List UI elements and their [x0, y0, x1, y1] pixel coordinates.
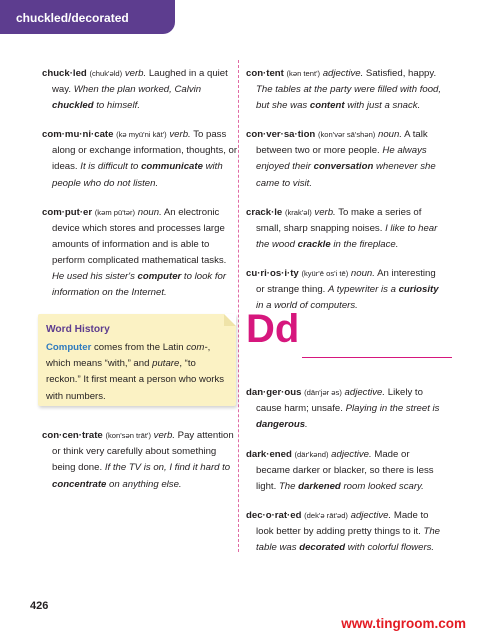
headword: dec·o·rat·ed — [246, 509, 302, 521]
part-of-speech: noun. — [137, 206, 162, 218]
definition: Made to look better by adding pretty things to it. — [256, 509, 429, 537]
guide-words: chuckled/decorated — [16, 11, 129, 25]
example-sentence: He used his sister's computer to look for information on the Internet. — [52, 271, 227, 299]
word-history-text: Computer comes from the Latin com-, which means “with,” and putare, “to reckon.” It first meant a person who works with numbers. — [46, 342, 225, 402]
pronunciation: (kə myü'ni kāt') — [116, 130, 167, 140]
part-of-speech: verb. — [314, 206, 336, 218]
part-of-speech: adjective. — [331, 448, 372, 460]
entry-concentrate — [42, 428, 240, 492]
example-sentence: Playing in the street is dangerous. — [256, 403, 440, 431]
entry-decorated — [246, 508, 446, 556]
highlighted-word: Computer — [46, 342, 92, 354]
example-sentence: When the plan worked, Calvin chuckled to himself. — [52, 84, 202, 112]
part-of-speech: verb. — [124, 68, 147, 79]
example-sentence: The darkened room looked scary. — [278, 480, 424, 492]
letter-section-header — [246, 307, 446, 371]
page-number: 426 — [30, 600, 49, 612]
example-sentence: I like to hear the wood crackle in the fireplace. — [256, 222, 438, 250]
word-history-note — [38, 314, 236, 406]
entry-crackle — [246, 205, 446, 253]
definition: Satisfied, happy. — [365, 68, 437, 79]
definition: Pay attention or think very carefully about something being done. — [52, 430, 234, 474]
headword: cu·ri·os·i·ty — [246, 267, 299, 279]
word-history-title: Word History — [46, 324, 110, 336]
pronunciation: (kən tent') — [286, 69, 321, 78]
pronunciation: (chuk'əld) — [89, 69, 123, 78]
entry-content — [246, 66, 446, 114]
part-of-speech: verb. — [153, 430, 175, 442]
part-of-speech: noun. — [378, 129, 403, 141]
entry-darkened — [246, 447, 446, 495]
definition: To make a series of small, sharp snapping noises. — [256, 206, 422, 234]
definition: An interesting or strange thing. — [256, 267, 436, 296]
example-sentence: If the TV is on, I find it hard to concentrate on anything else. — [52, 462, 231, 490]
headword: con·ver·sa·tion — [246, 129, 316, 141]
definition: A talk between two or more people. — [256, 129, 428, 157]
part-of-speech: adjective. — [350, 509, 392, 521]
definition: Likely to cause harm; unsafe. — [256, 387, 423, 415]
definition: An electronic device which stores and processes large amounts of information and is able to perform complicated mathematical tasks. — [52, 206, 227, 266]
example-sentence: The table was decorated with colorful flowers. — [256, 525, 441, 553]
pronunciation: (kon'sən trāt') — [105, 431, 151, 441]
pronunciation: (där'kənd) — [294, 449, 329, 459]
entry-chuckled — [42, 66, 240, 114]
guide-words-tab — [0, 0, 175, 34]
headword: dan·ger·ous — [246, 387, 302, 399]
part-of-speech: noun. — [350, 267, 375, 279]
right-column — [246, 66, 446, 569]
entry-conversation — [246, 127, 446, 191]
headword: com·mu·ni·cate — [42, 129, 114, 141]
pronunciation: (kəm pū'tər) — [94, 207, 136, 217]
definition: Made or became darker or blacker, so there is less light. — [256, 448, 434, 492]
example-sentence: A typewriter is a curiosity in a world of computers. — [256, 284, 439, 312]
pronunciation: (krak'əl) — [284, 207, 312, 217]
watermark-text: www.tingroom.com — [341, 616, 466, 631]
part-of-speech: adjective. — [344, 387, 386, 399]
entry-computer — [42, 205, 240, 302]
headword: com·put·er — [42, 206, 93, 218]
folded-corner — [224, 314, 236, 326]
headword: chuck·led — [42, 68, 87, 79]
section-letter: Dd — [246, 307, 300, 352]
entry-dangerous — [246, 385, 446, 433]
definition: To pass along or exchange information, thoughts, or ideas. — [52, 129, 238, 173]
part-of-speech: adjective. — [322, 68, 364, 79]
pronunciation: (kyür'ē os'i tē) — [301, 268, 349, 278]
headword: con·tent — [246, 68, 284, 79]
entry-communicate — [42, 127, 240, 191]
left-column — [42, 66, 240, 506]
headword: con·cen·trate — [42, 430, 103, 442]
example-sentence: It is difficult to communicate with people who do not listen. — [52, 161, 223, 189]
example-sentence: The tables at the party were filled with food, but she was content with just a snack. — [256, 84, 442, 112]
headword: dark·ened — [246, 448, 292, 460]
example-sentence: He always enjoyed their conversation whenever she came to visit. — [256, 145, 436, 189]
definition: Laughed in a quiet way. — [52, 68, 228, 96]
headword: crack·le — [246, 206, 283, 218]
pronunciation: (dān'jər əs) — [304, 388, 342, 398]
pronunciation: (kon'vər sā'shən) — [317, 130, 376, 140]
section-rule — [302, 357, 452, 358]
pronunciation: (dek'ə rāt'əd) — [304, 510, 348, 520]
part-of-speech: verb. — [169, 129, 191, 141]
